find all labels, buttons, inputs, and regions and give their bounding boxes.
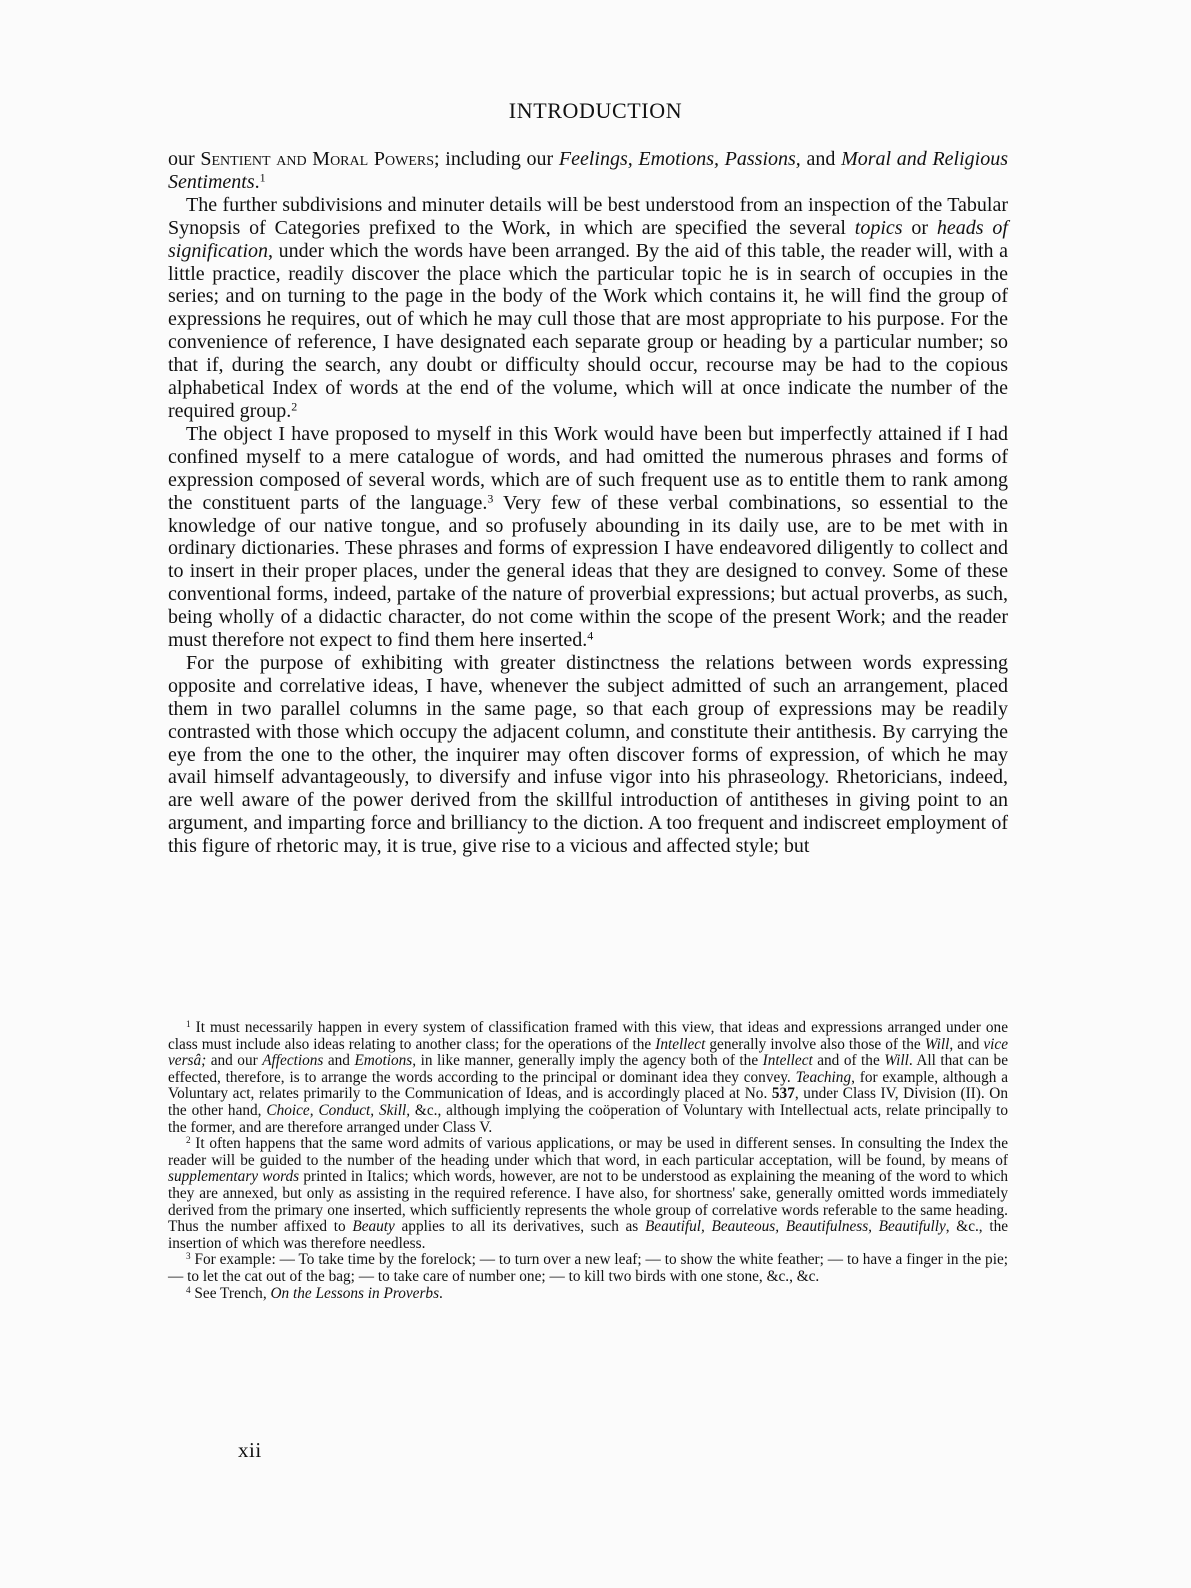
text-run: , in like manner, generally imply the agency both of the: [412, 1052, 763, 1070]
footnote-ref[interactable]: 1: [259, 170, 266, 185]
page-number: xii: [238, 1438, 262, 1462]
text-run: , under Class IV, Division (II). On the other hand,: [168, 1085, 1008, 1119]
text-run: It often happens that the same word admits of various applications, or may be used in different senses. In consulting the Index the reader will be guided to the number of the heading under which that word, in each particular acceptation, will be found, by means of: [168, 1135, 1008, 1169]
text-run: For example: — To take time by the forelock; — to turn over a new leaf; — to show the white feather; — to have a finger in the pie; — to let the cat out of the bag; — to take care of number one; — to kill two birds with one stone, &c., &c.: [168, 1251, 1008, 1285]
footnote-2: [168, 1136, 1008, 1252]
italic-run: Will: [924, 1035, 950, 1053]
italic-run: Moral and Religious Sentiments: [168, 148, 1009, 193]
text-run: It must necessarily happen in every system of classification framed with this view, that ideas and expressions arranged under one class must include also ideas relating to another class; for the operations of the: [168, 1019, 1008, 1053]
bold-number: 537: [771, 1085, 795, 1103]
paragraph-1: [168, 148, 1008, 194]
paragraph-3: [168, 423, 1008, 652]
footnote-ref[interactable]: 4: [587, 628, 594, 643]
footnote-ref[interactable]: 2: [291, 399, 298, 414]
text-run: printed in Italics; which words, however, are not to be understood as explaining the meaning of the word to which they are annexed, but only as assisting in the required reference. I have also, for shortness' sake, generally omitted words immediately derived from the primary one inserted, which sufficiently represents the whole group of correlative words referable to the same heading. Thus the number affixed to: [168, 1168, 1009, 1236]
text-run: . All that can be effected, therefore, is to arrange the words according to the principal or dominant idea they convey.: [168, 1052, 1008, 1086]
text-run: , &c., the insertion of which was therefore needless.: [168, 1218, 1009, 1252]
text-run: and our: [206, 1052, 263, 1070]
italic-run: Intellect: [655, 1035, 706, 1053]
text-run: , for example, although a Voluntary act, relates primarily to the Communication of Ideas, and is accordingly placed at No.: [168, 1068, 1008, 1103]
text-run: generally involve also those of the: [705, 1035, 925, 1053]
italic-run: Intellect: [762, 1052, 813, 1070]
text-run: and of the: [812, 1052, 885, 1070]
text-run: or: [902, 216, 937, 239]
italic-run: Teaching: [795, 1068, 852, 1086]
footnote-3: [168, 1252, 1008, 1285]
italic-run: heads of signification: [168, 216, 1008, 262]
paragraph-4: [168, 652, 1008, 858]
text-run: The object I have proposed to myself in this Work would have been but imperfectly attained if I had confined myself to a mere catalogue of words, and had omitted the numerous phrases and forms of expression composed of several words, which are of such frequent use as to entitle them to rank among the constituent parts of the language.: [168, 422, 1008, 514]
text-run: See Trench,: [190, 1284, 271, 1302]
paragraph-2: [168, 194, 1008, 423]
footnote-1: [168, 1020, 1008, 1136]
footnote-mark: 1: [186, 1018, 191, 1029]
italic-run: Affections: [262, 1052, 324, 1070]
text-run: Very few of these verbal combinations, so essential to the knowledge of our native tongue, and so profusely abounding in its daily use, are to be met with in ordinary dictionaries. These phrases and forms of expression I have endeavored diligently to collect and to insert in their proper places, under the general ideas that they are designed to convey. Some of these conventional forms, indeed, partake of the nature of proverbial expressions; but actual proverbs, as such, being wholly of a didactic character, do not come within the scope of the present Work; and the reader must therefore not expect to find them here inserted.: [168, 491, 1009, 652]
italic-run: On the Lessons in Proverbs: [270, 1284, 440, 1302]
italic-run: Beauty: [352, 1218, 395, 1236]
text-run: our: [168, 148, 201, 170]
text-run: applies to all its derivatives, such as: [394, 1218, 645, 1236]
italic-run: Emotions: [354, 1052, 413, 1070]
text-run: For the purpose of exhibiting with greater distinctness the relations between words expressing opposite and correlative ideas, I have, whenever the subject admitted of such an arrangement, placed them in two parallel columns in the same page, so that each group of expressions may be readily contrasted with those which occupy the adjacent column, and constitute their antithesis. By carrying the eye from the one to the other, the inquirer may often discover forms of expression, of which he may avail himself advantageously, to diversify and infuse vigor into his phraseology. Rhetoricians, indeed, are well aware of the power derived from the skillful introduction of antitheses in giving point to an argument, and imparting force and brilliancy to the diction. A too frequent and indiscreet employment of this figure of rhetoric may, it is true, give rise to a vicious and affected style; but: [168, 651, 1008, 858]
italic-run: supplementary words: [168, 1168, 300, 1186]
small-caps-run: Sentient and Moral Powers: [200, 148, 435, 170]
running-title: INTRODUCTION: [508, 98, 683, 123]
italic-run: Beautiful, Beauteous, Beautifulness, Beautifully: [644, 1218, 946, 1236]
italic-run: Choice, Conduct, Skill,: [266, 1101, 411, 1119]
running-header: [0, 98, 1191, 124]
italic-run: vice versâ;: [168, 1035, 1009, 1070]
text-run: &c., although implying the coöperation of Voluntary with Intellectual acts, relate principally to the former, and are therefore arranged under Class V.: [168, 1101, 1008, 1136]
footnote-mark: 2: [186, 1135, 191, 1146]
footnotes: [168, 1020, 1008, 1302]
text-run: .: [254, 170, 260, 193]
footnote-mark: 4: [186, 1284, 191, 1295]
footnote-mark: 3: [186, 1251, 191, 1262]
main-text: [168, 148, 1008, 858]
text-run: and: [323, 1052, 355, 1070]
footnote-4: [168, 1286, 1008, 1303]
footnote-ref[interactable]: 3: [487, 491, 494, 505]
text-run: The further subdivisions and minuter details will be best understood from an inspection of the Tabular Synopsis of Categories prefixed to the Work, in which are specified the several: [168, 193, 1008, 239]
text-run: , under which the words have been arranged. By the aid of this table, the reader will, with a little practice, readily discover the place which the particular topic he is in search of occupies in the series; and on turning to the page in the body of the Work which contains it, he will find the group of expressions he requires, out of which he may cull those that are most appropriate to his purpose. For the convenience of reference, I have designated each separate group or heading by a particular number; so that if, during the search, any doubt or difficulty should occur, recourse may be had to the copious alphabetical Index of words at the end of the volume, which will at once indicate the number of the required group.: [168, 239, 1008, 422]
text-run: , and: [949, 1035, 984, 1053]
text-run: ; including our: [434, 148, 559, 170]
text-run: and: [800, 148, 842, 170]
text-run: .: [439, 1284, 443, 1302]
italic-run: Feelings, Emotions, Passions,: [558, 148, 801, 170]
italic-run: Will: [884, 1052, 909, 1070]
italic-run: topics: [854, 216, 903, 239]
